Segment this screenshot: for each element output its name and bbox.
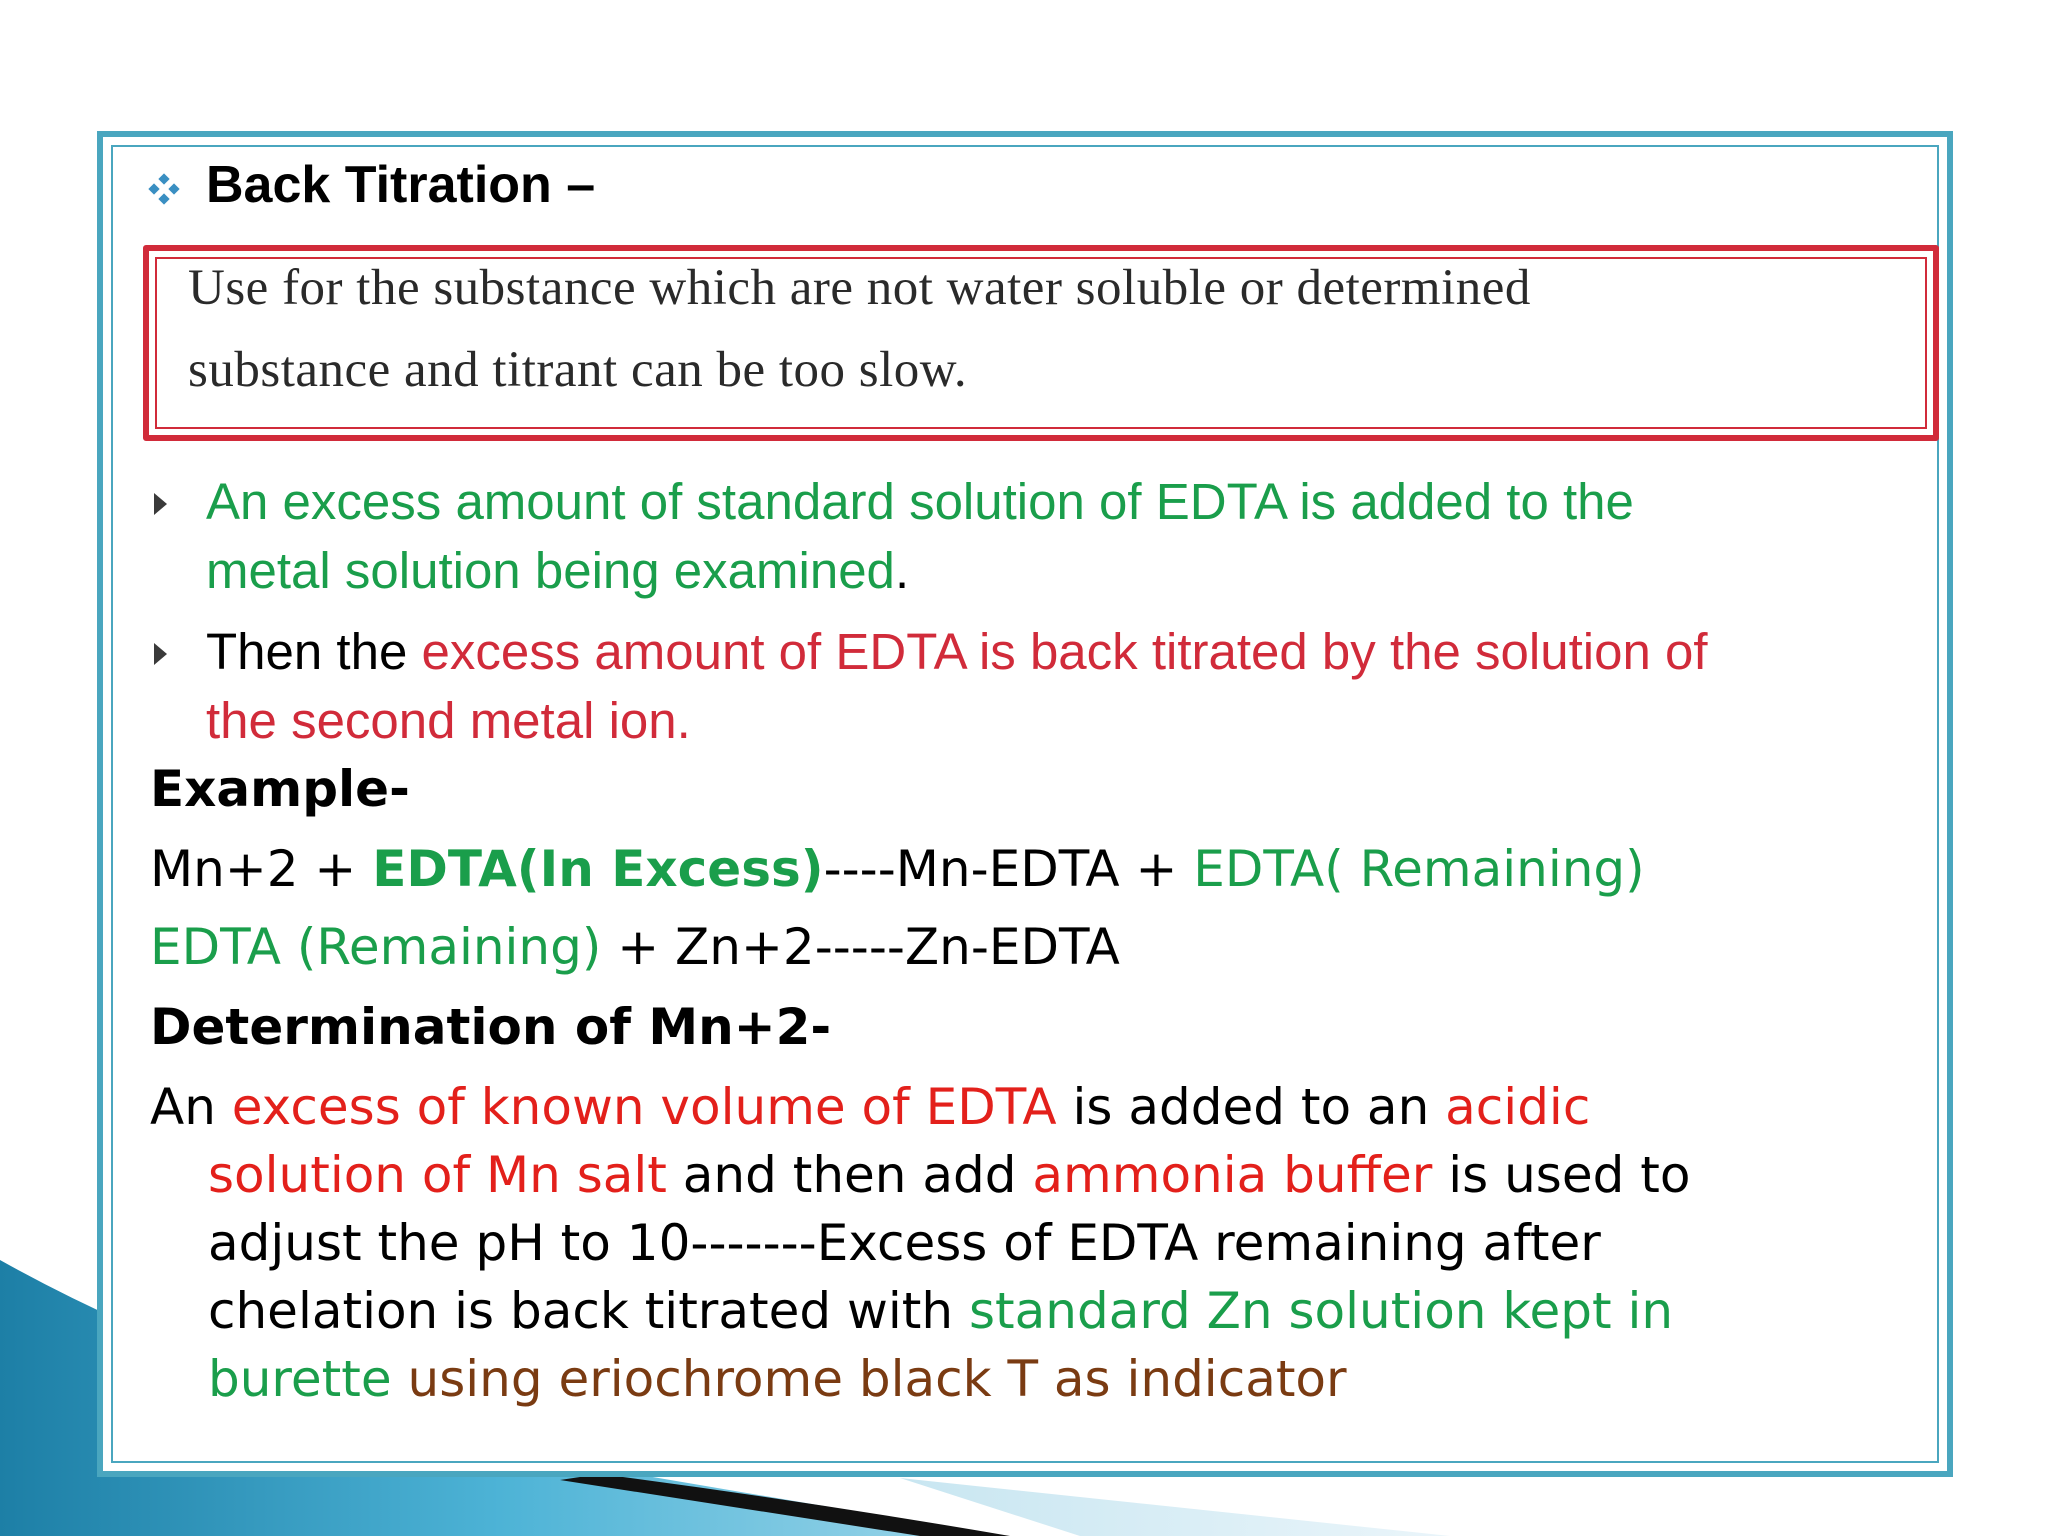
determination-line-1: [150, 1078, 1590, 1136]
determination-label: Determination of Mn+2-: [150, 998, 832, 1056]
determination-line-5: [208, 1350, 1347, 1408]
example-equation-1: [150, 840, 1645, 898]
det-l1-d: acidic: [1445, 1078, 1591, 1136]
diamond-bullet-icon: [147, 172, 181, 206]
eq1-part-4: EDTA( Remaining): [1193, 840, 1645, 898]
det-l1-b: excess of known volume of EDTA: [231, 1078, 1057, 1136]
eq1-part-1: Mn+2 +: [150, 840, 373, 898]
det-l2-c: ammonia buffer: [1032, 1146, 1433, 1204]
bullet-2-red-text: excess amount of EDTA is back titrated by the solution of: [421, 623, 1708, 680]
definition-line-2: substance and titrant can be too slow.: [188, 342, 968, 398]
det-l1-c: is added to an: [1056, 1078, 1446, 1136]
determination-line-4: [208, 1282, 1673, 1340]
det-l2-b: and then add: [666, 1146, 1033, 1204]
bullet-2-lead: Then the: [206, 623, 422, 680]
definition-line-1: Use for the substance which are not water soluble or determined: [188, 260, 1531, 316]
det-l4-b: standard Zn solution kept in: [968, 1282, 1674, 1340]
det-l2-a: solution of Mn salt: [208, 1146, 667, 1204]
eq1-part-3: ----Mn-EDTA +: [823, 840, 1194, 898]
eq2-part-1: EDTA (Remaining): [150, 918, 602, 976]
bullet-1-line-1: An excess amount of standard solution of EDTA is added to the: [206, 473, 1634, 530]
bullet-1-green-text: metal solution being examined: [206, 542, 895, 599]
determination-line-3: adjust the pH to 10-------Excess of EDTA remaining after: [208, 1214, 1601, 1272]
det-l1-a: An: [150, 1078, 232, 1136]
example-equation-2: [150, 918, 1120, 976]
det-l5-b: using eriochrome black T as indicator: [391, 1350, 1347, 1408]
example-label: Example-: [150, 760, 410, 818]
det-l2-d: is used to: [1432, 1146, 1691, 1204]
determination-line-2: [208, 1146, 1690, 1204]
bullet-1-line-2: [206, 541, 909, 600]
det-l5-a: burette: [208, 1350, 392, 1408]
bullet-2-line-1: [206, 622, 1708, 681]
bullet-2-line-2: the second metal ion.: [206, 692, 691, 749]
bullet-1-period: .: [894, 542, 910, 599]
light-swoosh: [900, 1478, 1450, 1536]
triangle-bullet-icon: [154, 643, 167, 665]
det-l4-a: chelation is back titrated with: [208, 1282, 969, 1340]
triangle-bullet-icon: [154, 493, 167, 515]
slide-heading: Back Titration –: [206, 156, 596, 214]
eq1-part-2: EDTA(In Excess): [372, 840, 824, 898]
eq2-part-2: + Zn+2-----Zn-EDTA: [601, 918, 1120, 976]
